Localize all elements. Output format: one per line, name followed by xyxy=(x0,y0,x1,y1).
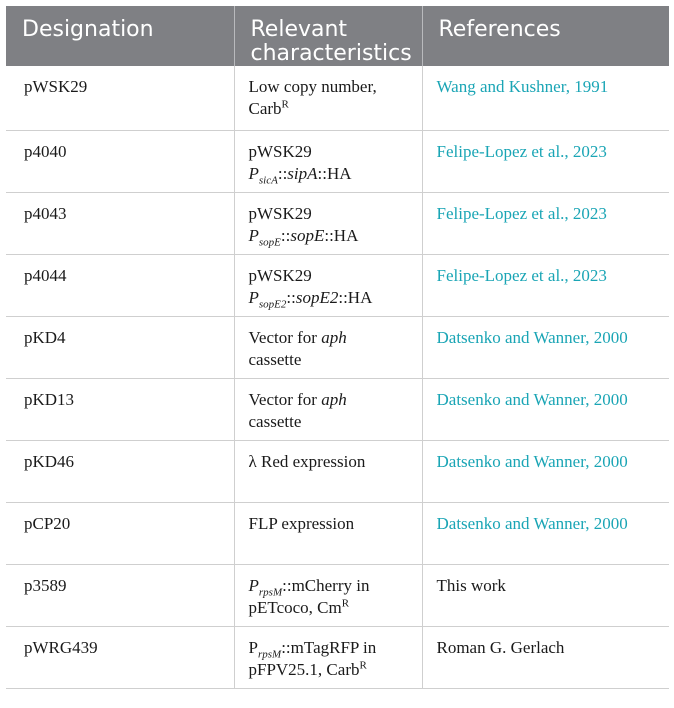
designation-cell: p4043 xyxy=(6,192,234,254)
reference-link[interactable]: Datsenko and Wanner, 2000 xyxy=(422,316,669,378)
characteristics-line: cassette xyxy=(248,349,302,369)
gene-name: sipA xyxy=(287,163,318,183)
superscript: R xyxy=(281,98,289,111)
designation-cell: pWRG439 xyxy=(6,626,234,688)
characteristics-cell xyxy=(234,66,422,130)
reference-link[interactable]: Datsenko and Wanner, 2000 xyxy=(422,378,669,440)
promoter-subscript: sopE2 xyxy=(258,297,287,310)
promoter-subscript: rpsM xyxy=(257,647,282,660)
characteristics-line: pWSK29 xyxy=(248,265,312,285)
table-row xyxy=(6,130,669,192)
table-row xyxy=(6,192,669,254)
characteristics-cell xyxy=(234,192,422,254)
reference-link[interactable]: Wang and Kushner, 1991 xyxy=(422,66,669,130)
table-row xyxy=(6,254,669,316)
table-row xyxy=(6,626,669,688)
reference-cell: This work xyxy=(422,564,669,626)
promoter-symbol: P xyxy=(248,225,259,245)
header-row xyxy=(6,6,669,66)
characteristics-text: pFPV25.1, Carb xyxy=(248,659,360,679)
characteristics-cell xyxy=(234,564,422,626)
promoter-subscript: rpsM xyxy=(258,585,283,598)
table-row xyxy=(6,564,669,626)
gene-name: aph xyxy=(321,389,347,409)
characteristics-text: pETcoco, Cm xyxy=(248,597,342,617)
designation-cell: pKD4 xyxy=(6,316,234,378)
characteristics-cell xyxy=(234,626,422,688)
designation-cell: p3589 xyxy=(6,564,234,626)
reference-link[interactable]: Felipe-Lopez et al., 2023 xyxy=(422,130,669,192)
characteristics-line: Low copy number, xyxy=(248,77,377,96)
table-row xyxy=(6,66,669,130)
promoter-symbol: P xyxy=(248,287,259,307)
characteristics-cell xyxy=(234,254,422,316)
characteristics-cell: λ Red expression xyxy=(234,440,422,502)
characteristics-cell xyxy=(234,316,422,378)
characteristics-cell xyxy=(234,378,422,440)
characteristics-line: pWSK29 xyxy=(248,141,312,161)
characteristics-cell: FLP expression xyxy=(234,502,422,564)
designation-cell: pCP20 xyxy=(6,502,234,564)
reference-link[interactable]: Felipe-Lopez et al., 2023 xyxy=(422,192,669,254)
characteristics-line: cassette xyxy=(248,411,302,431)
gene-name: sopE2 xyxy=(295,287,339,307)
table-row xyxy=(6,502,669,564)
superscript: R xyxy=(359,658,367,671)
table-row xyxy=(6,440,669,502)
gene-name: sopE xyxy=(290,225,325,245)
designation-cell: pKD46 xyxy=(6,440,234,502)
promoter-subscript: sopE xyxy=(258,235,281,248)
characteristics-text: :: xyxy=(280,225,291,245)
characteristics-text: :: xyxy=(277,163,288,183)
promoter-subscript: sicA xyxy=(258,173,278,186)
table-row xyxy=(6,316,669,378)
characteristics-text: Carb xyxy=(248,99,282,118)
table-body xyxy=(6,66,669,688)
reference-link[interactable]: Datsenko and Wanner, 2000 xyxy=(422,502,669,564)
characteristics-text: ::mCherry in xyxy=(282,575,370,595)
designation-cell: p4040 xyxy=(6,130,234,192)
header-relevant-characteristics: Relevant characteristics xyxy=(234,6,422,66)
header-references: References xyxy=(422,6,669,66)
reference-link[interactable]: Datsenko and Wanner, 2000 xyxy=(422,440,669,502)
characteristics-text: ::HA xyxy=(338,287,373,307)
header-designation: Designation xyxy=(6,6,234,66)
characteristics-cell xyxy=(234,130,422,192)
characteristics-text: :: xyxy=(286,287,296,307)
designation-cell: pKD13 xyxy=(6,378,234,440)
promoter-symbol: P xyxy=(248,575,259,595)
reference-cell: Roman G. Gerlach xyxy=(422,626,669,688)
designation-cell: p4044 xyxy=(6,254,234,316)
plasmids-table xyxy=(6,6,669,689)
reference-link[interactable]: Felipe-Lopez et al., 2023 xyxy=(422,254,669,316)
table-row xyxy=(6,378,669,440)
promoter-symbol: P xyxy=(248,637,258,657)
promoter-symbol: P xyxy=(248,163,259,183)
designation-cell: pWSK29 xyxy=(6,66,234,130)
superscript: R xyxy=(341,596,350,609)
characteristics-line: pWSK29 xyxy=(248,203,312,223)
characteristics-text: Vector for xyxy=(248,327,322,347)
gene-name: aph xyxy=(321,327,347,347)
characteristics-text: ::HA xyxy=(324,225,359,245)
table-header xyxy=(6,6,669,66)
characteristics-text: ::HA xyxy=(317,163,352,183)
characteristics-text: Vector for xyxy=(248,389,322,409)
characteristics-text: ::mTagRFP in xyxy=(281,637,377,657)
